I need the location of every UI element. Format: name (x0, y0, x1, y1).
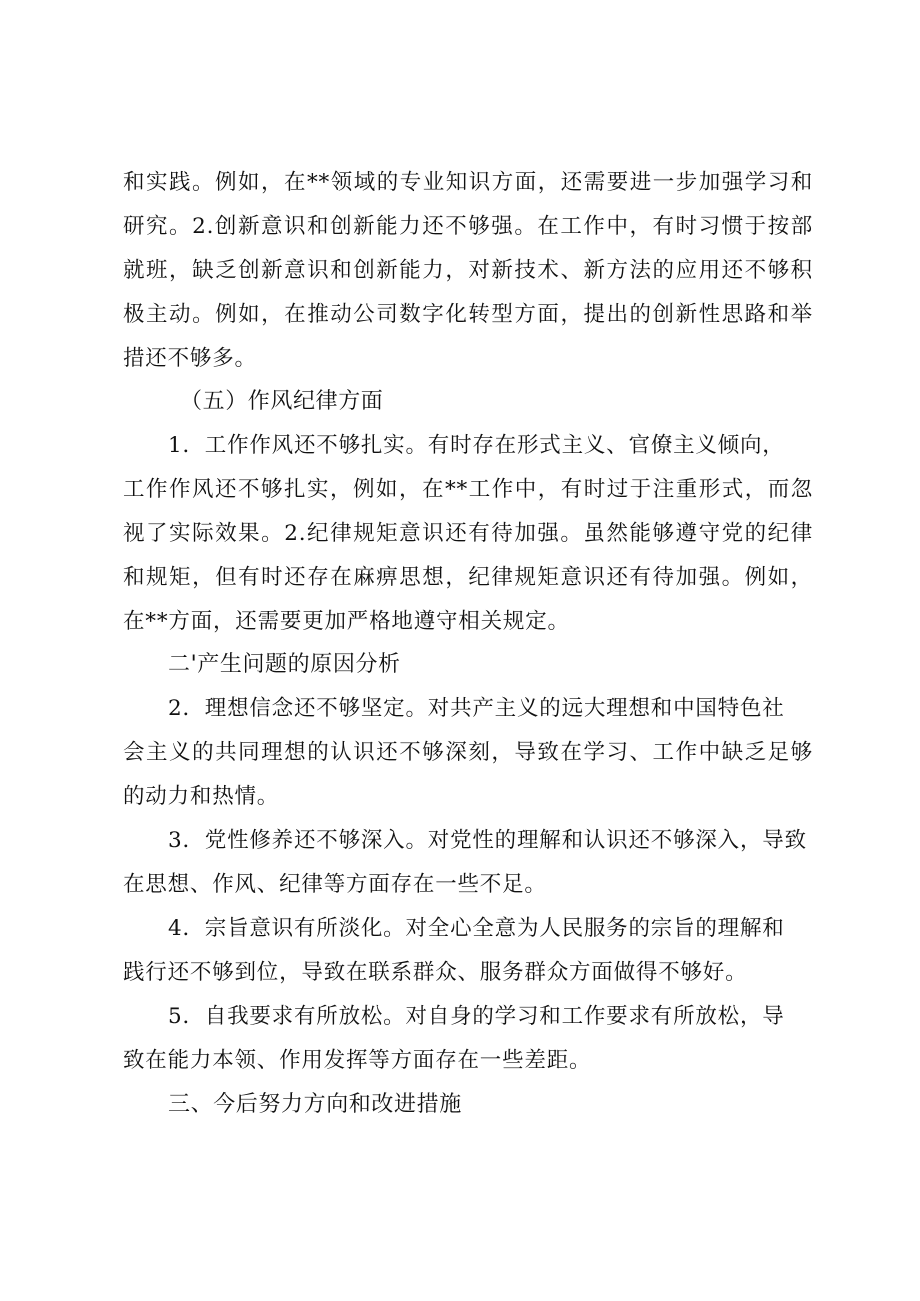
paragraph-line: 视了实际效果。2.纪律规矩意识还有待加强。虽然能够遵守党的纪律 (123, 521, 813, 546)
paragraph-line: 1．工作作风还不够扎实。有时存在形式主义、官僚主义倾向， (168, 433, 785, 458)
section-heading-3: 三、今后努力方向和改进措施 (168, 1092, 462, 1117)
paragraph-line: 4．宗旨意识有所淡化。对全心全意为人民服务的宗旨的理解和 (168, 916, 785, 941)
paragraph-line: 措还不够多。 (123, 346, 257, 371)
paragraph-line: 2．理想信念还不够坚定。对共产主义的远大理想和中国特色社 (168, 696, 785, 721)
paragraph-line: 和实践。例如，在**领域的专业知识方面，还需要进一步加强学习和 (123, 170, 813, 195)
paragraph-line: 和规矩，但有时还存在麻痹思想，纪律规矩意识还有待加强。例如， (123, 565, 813, 590)
paragraph-line: 在**方面，还需要更加严格地遵守相关规定。 (123, 609, 570, 634)
paragraph-line: 践行还不够到位，导致在联系群众、服务群众方面做得不够好。 (123, 960, 748, 985)
paragraph-line: 的动力和热情。 (123, 784, 280, 809)
paragraph-line: 就班，缺乏创新意识和创新能力，对新技术、新方法的应用还不够积 (123, 258, 813, 283)
paragraph-line: 会主义的共同理想的认识还不够深刻，导致在学习、工作中缺乏足够 (123, 740, 813, 765)
section-heading-2: 二'产生问题的原因分析 (168, 652, 401, 677)
paragraph-line: 5．自我要求有所放松。对自身的学习和工作要求有所放松，导 (168, 1004, 785, 1029)
paragraph-line: 致在能力本领、作用发挥等方面存在一些差距。 (123, 1048, 592, 1073)
paragraph-line: 在思想、作风、纪律等方面存在一些不足。 (123, 872, 547, 897)
paragraph-line: 工作作风还不够扎实，例如，在**工作中，有时过于注重形式，而忽 (123, 477, 813, 502)
paragraph-line: 极主动。例如，在推动公司数字化转型方面，提出的创新性思路和举 (123, 302, 813, 327)
paragraph-line: 研究。2.创新意识和创新能力还不够强。在工作中，有时习惯于按部 (123, 214, 813, 239)
section-heading-5: （五）作风纪律方面 (180, 389, 384, 414)
paragraph-line: 3．党性修养还不够深入。对党性的理解和认识还不够深入，导致 (168, 828, 807, 853)
